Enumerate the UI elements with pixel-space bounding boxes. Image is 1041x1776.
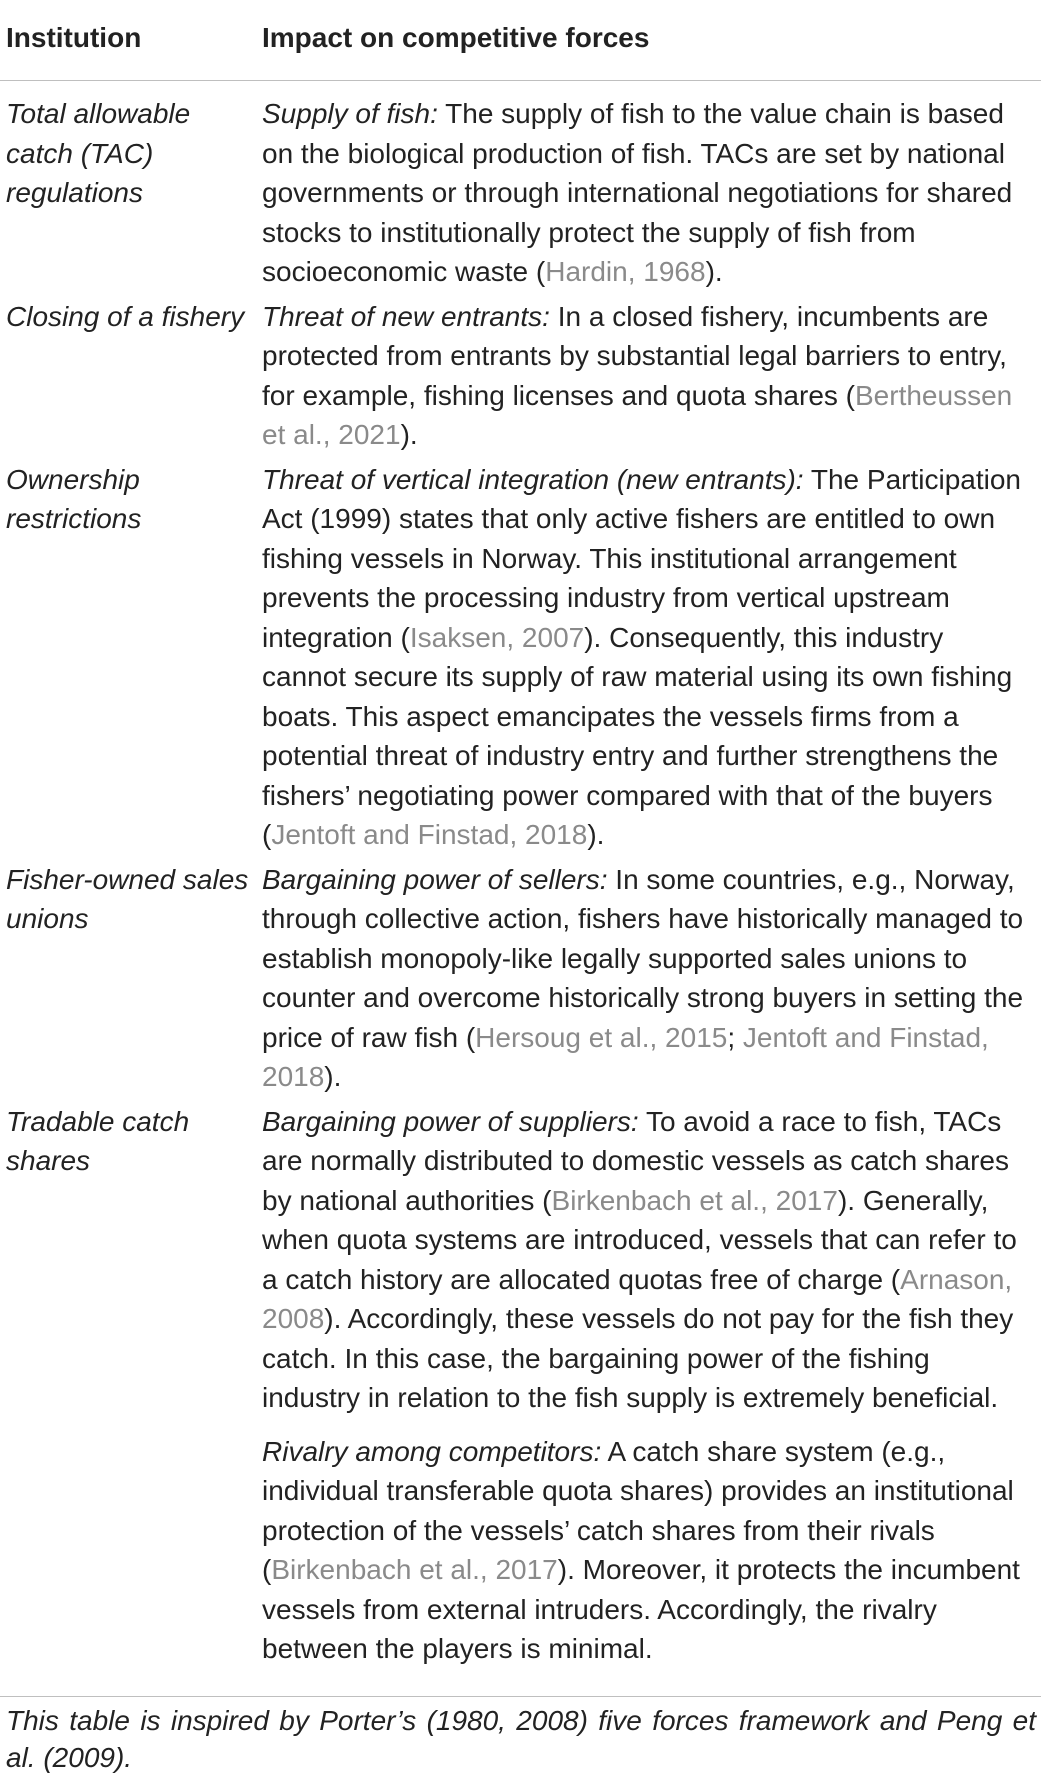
force-label: Threat of new entrants: [262,300,550,332]
impact-text: ). [400,419,418,450]
table-row [0,1102,1041,1418]
impact-cell [256,297,1035,455]
impact-cell [256,1102,1035,1418]
institution-cell: Total allowable catch (TAC) regulations [6,98,191,208]
impact-text: ; [727,1021,743,1053]
citation-link[interactable]: Jentoft and Finstad, 2018 [262,1021,989,1092]
citation-link[interactable]: Birkenbach et al., 2017 [551,1184,838,1216]
table-footnote: This table is inspired by Porter’s (1980, 2008) five forces framework and Peng et al. (2009). [6,1705,1036,1773]
impact-cell [256,860,1035,1097]
impact-text: ). Accordingly, these vessels do not pay for the fish they catch. In this case, the bargaining power of the fishing industry in relation to the fish supply is extremely beneficial. [262,1303,1014,1413]
table-bottom-rule [0,1696,1041,1697]
impact-text: ). [705,256,723,287]
citation-link[interactable]: Arnason, 2008 [262,1263,1013,1334]
institution-cell: Fisher-owned sales unions [6,863,249,934]
impact-text: In a closed fishery, incumbents are protected from entrants by substantial legal barriers to entry, for example, fishing licenses and quota shares ( [262,300,1007,411]
impact-text: The supply of fish to the value chain is based on the biological production of fish. TACs are set by national governments or through international negotiations for shared stocks to institutionally protect the supply of fish from socioeconomic waste ( [262,98,1013,287]
table-row [0,297,1041,455]
force-label: Supply of fish: [262,98,438,129]
impact-text: A catch share system (e.g., individual transferable quota shares) provides an institutional protection of the vessels’ catch shares from their rivals ( [262,1435,1014,1585]
citation-link[interactable]: Birkenbach et al., 2017 [271,1554,558,1585]
impact-text: ). Generally, when quota systems are introduced, vessels that can refer to a catch history are allocated quotas free of charge ( [262,1184,1017,1295]
force-label: Bargaining power of suppliers: [262,1105,639,1137]
impact-text: ). [324,1061,342,1092]
table-header [0,0,1041,81]
force-label: Bargaining power of sellers: [262,863,608,895]
impact-cell [256,460,1035,855]
header-institution: Institution [6,22,142,53]
citation-link[interactable]: Hersoug et al., 2015 [475,1021,728,1053]
force-label: Threat of vertical integration (new entrants): [262,463,804,495]
impact-text: To avoid a race to fish, TACs are normally distributed to domestic vessels as catch shares by national authorities ( [262,1105,1009,1216]
impact-cell [256,94,1035,292]
citation-link[interactable]: Hardin, 1968 [545,256,706,287]
citation-link[interactable]: Jentoft and Finstad, 2018 [271,819,588,850]
citation-link[interactable]: Bertheussen et al., 2021 [262,379,1013,450]
table-row [0,860,1041,1097]
impact-text: ). Consequently, this industry cannot secure its supply of raw material using its own fishing boats. This aspect emancipates the vessels firms from a potential threat of industry entry and further strengthens the fishers’ negotiating power compared with that of the buyers ( [262,621,1013,850]
table-row [0,94,1041,292]
impact-cell [256,1432,1035,1669]
table-body [0,94,1041,1674]
table-row [0,460,1041,855]
impact-text: In some countries, e.g., Norway, through collective action, fishers have historically managed to establish monopoly-like legally supported sales unions to counter and overcome historically strong buyers in setting the price of raw fish ( [262,863,1024,1053]
table-row [0,1432,1041,1669]
institution-cell: Closing of a fishery [6,300,245,332]
institution-cell: Ownership restrictions [6,463,142,534]
institution-cell: Tradable catch shares [6,1105,190,1176]
header-impact: Impact on competitive forces [262,22,650,53]
impact-text: ). [587,819,605,850]
impact-text: ). Moreover, it protects the incumbent vessels from external intruders. Accordingly, the rivalry between the players is minimal. [262,1554,1020,1664]
force-label: Rivalry among competitors: [262,1435,602,1467]
impact-text: The Participation Act (1999) states that only active fishers are entitled to own fishing vessels in Norway. This institutional arrangement prevents the processing industry from vertical upstream integration ( [262,463,1021,653]
citation-link[interactable]: Isaksen, 2007 [409,621,585,653]
